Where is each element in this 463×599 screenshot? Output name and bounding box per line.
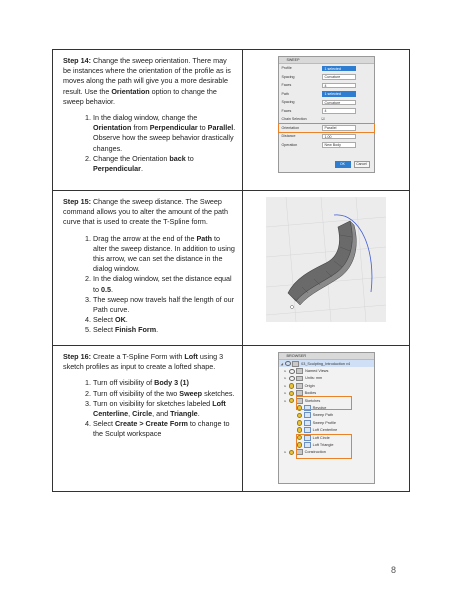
- step-14-list: [63, 113, 236, 174]
- step-14-row: [53, 50, 409, 191]
- step-14-heading: Step 14:: [63, 56, 91, 65]
- browser-item-label: Units: mm: [305, 376, 323, 381]
- step-15-row: [53, 191, 409, 346]
- visibility-icon[interactable]: [289, 398, 295, 404]
- dialog-row-value[interactable]: 1 selected: [322, 91, 356, 97]
- dialog-row-label: Spacing: [281, 100, 295, 105]
- dialog-row-label: Path: [281, 91, 289, 96]
- browser-item-label: Bodies: [304, 391, 317, 396]
- dialog-row: [279, 81, 374, 90]
- list-item: 4. Select Create > Create Form to change to the Sculpt workspace: [93, 419, 236, 439]
- folder-icon: [296, 383, 303, 389]
- document-name: 03_Sculpting_Introduction v4: [301, 361, 351, 366]
- list-item: 4. Select OK.: [93, 315, 236, 325]
- step-14-intro: [63, 56, 236, 107]
- browser-item-label: Origin: [304, 383, 315, 388]
- visibility-icon[interactable]: [297, 427, 303, 433]
- dialog-row: [279, 132, 374, 141]
- list-item: 2. Turn off visibility of the two Sweep sketches.: [93, 389, 236, 399]
- step-15-text: [53, 191, 243, 345]
- expand-arrow-icon[interactable]: ▸: [284, 376, 287, 381]
- step-16-text: [53, 346, 243, 491]
- visibility-icon[interactable]: [289, 369, 295, 374]
- browser-panel: [278, 352, 375, 484]
- step-14-text: [53, 50, 243, 190]
- visibility-icon[interactable]: [289, 391, 295, 397]
- list-item: 1. Turn off visibility of Body 3 (1): [93, 378, 236, 388]
- visibility-icon[interactable]: [297, 420, 303, 426]
- dialog-row: [279, 73, 374, 82]
- step-14-image: [243, 50, 409, 190]
- expand-arrow-icon[interactable]: ▸: [284, 398, 287, 403]
- step-16-intro: Step 16: Create a T-Spline Form with Loft using 3 sketch profiles as input to create a lofted shape.: [63, 352, 224, 372]
- dialog-row-label: Spacing: [281, 74, 295, 79]
- dialog-row-value[interactable]: Parallel: [322, 125, 356, 131]
- browser-document-row[interactable]: ◢ 03_Sculpting_Introduction v4: [279, 360, 374, 367]
- browser-item-label: Construction: [304, 450, 326, 455]
- dialog-row: [279, 124, 374, 133]
- sketch-icon: [304, 427, 311, 433]
- dialog-row-value[interactable]: Curvature: [322, 74, 356, 80]
- dialog-row: [279, 115, 374, 124]
- step-15-list: [63, 234, 236, 336]
- instruction-table: [52, 49, 410, 492]
- sketch-icon: [304, 412, 311, 418]
- dialog-title: SWEEP: [279, 57, 374, 64]
- step-14-intro-a: Change the sweep orientation. There may be instances where the orientation of the profile as is moves along the path will give you a more desirable result. Use the: [63, 56, 231, 96]
- dialog-row: [279, 141, 374, 150]
- browser-item-label: Sketches: [304, 398, 321, 403]
- dialog-row-label: Faces: [281, 83, 292, 88]
- browser-item[interactable]: [279, 412, 374, 419]
- browser-item[interactable]: [279, 375, 374, 382]
- folder-icon: [296, 368, 303, 374]
- dialog-row: [279, 64, 374, 73]
- browser-item-label: Loft Circle: [312, 435, 330, 440]
- expand-arrow-icon[interactable]: ▸: [284, 391, 287, 396]
- browser-item-label: Loft Triangle: [312, 442, 334, 447]
- browser-item-label: Loft Centerline: [312, 428, 338, 433]
- list-item: 2. Change the Orientation back to Perpendicular.: [93, 154, 236, 174]
- expand-arrow-icon[interactable]: ▸: [284, 369, 287, 374]
- document-icon: [292, 361, 299, 367]
- visibility-icon[interactable]: [289, 450, 295, 456]
- dialog-row-label: Chain Selection: [281, 117, 307, 122]
- checkbox-icon[interactable]: ☑: [321, 117, 325, 122]
- step-15-image: [243, 191, 409, 345]
- step-14-intro-b: Orientation: [111, 86, 150, 96]
- browser-item[interactable]: [279, 427, 374, 434]
- dialog-row: [279, 98, 374, 107]
- step-16-row: [53, 346, 409, 491]
- browser-item-label: Named Views: [305, 369, 329, 374]
- dialog-row-label: Profile: [281, 66, 292, 71]
- expand-arrow-icon[interactable]: ▸: [284, 383, 287, 388]
- ok-button[interactable]: OK: [335, 161, 351, 168]
- list-item: 5. Select Finish Form.: [93, 325, 236, 335]
- highlight-box-sketches: [296, 396, 352, 410]
- dialog-row-label: Operation: [281, 142, 298, 147]
- sketch-icon: [304, 420, 311, 426]
- sweep-dialog: [278, 56, 375, 173]
- list-item: 1. Drag the arrow at the end of the Path to alter the sweep distance. In addition to using this arrow, we can set the distance in the dialog window.: [93, 234, 236, 275]
- highlight-box-loft-sketches: [296, 434, 352, 459]
- browser-item[interactable]: [279, 367, 374, 374]
- browser-item-label: Sweep Profile: [312, 420, 337, 425]
- step-16-image: [243, 346, 409, 491]
- list-item: 1. In the dialog window, change the Orientation from Perpendicular to Parallel. Observe how the sweep behavior drastically changes.: [93, 113, 236, 154]
- step-15-heading: Step 15:: [63, 197, 91, 206]
- step-15-intro: [63, 197, 236, 228]
- dialog-row: [279, 90, 374, 99]
- sweep-model-render: [266, 197, 386, 322]
- dialog-row-value[interactable]: 1 selected: [322, 66, 356, 72]
- step-15-intro-text: Change the sweep distance. The Sweep command allows you to alter the amount of the path curve that is used to create the T-Spline form.: [63, 197, 229, 227]
- step-14-intro-c: option to change the sweep behavior.: [63, 86, 217, 106]
- page-number: 8: [391, 565, 397, 575]
- eye-icon[interactable]: [285, 361, 291, 366]
- browser-item-label: Revolve: [312, 406, 327, 411]
- folder-icon: [296, 376, 303, 382]
- dialog-row-value[interactable]: 4: [322, 83, 356, 89]
- dialog-row-label: Faces: [281, 108, 292, 113]
- dialog-row-value[interactable]: New Body: [322, 142, 356, 148]
- dialog-row-label: Distance: [281, 134, 296, 139]
- dialog-row-value[interactable]: 4: [322, 108, 356, 114]
- visibility-icon[interactable]: [289, 376, 295, 381]
- dialog-row-label: Orientation: [281, 125, 300, 130]
- step-16-heading: Step 16:: [63, 352, 91, 361]
- dialog-row-value[interactable]: Curvature: [322, 100, 356, 106]
- browser-item[interactable]: [279, 382, 374, 389]
- dialog-row-value[interactable]: 1.00: [322, 134, 356, 140]
- browser-item-label: Sweep Path: [312, 413, 334, 418]
- list-item: 3. Turn on visibility for sketches labeled Loft Centerline, Circle, and Triangle.: [93, 399, 236, 419]
- list-item: 2. In the dialog window, set the distance equal to 0.5.: [93, 274, 236, 294]
- step-16-list: [63, 378, 236, 439]
- browser-item[interactable]: [279, 419, 374, 426]
- browser-title: BROWSER: [279, 353, 374, 360]
- expand-arrow-icon[interactable]: ▸: [284, 450, 287, 455]
- visibility-icon[interactable]: [289, 383, 295, 389]
- cancel-button[interactable]: Cancel: [354, 161, 370, 168]
- visibility-icon[interactable]: [297, 413, 303, 419]
- list-item: 3. The sweep now travels half the length of our Path curve.: [93, 295, 236, 315]
- dialog-row: [279, 107, 374, 116]
